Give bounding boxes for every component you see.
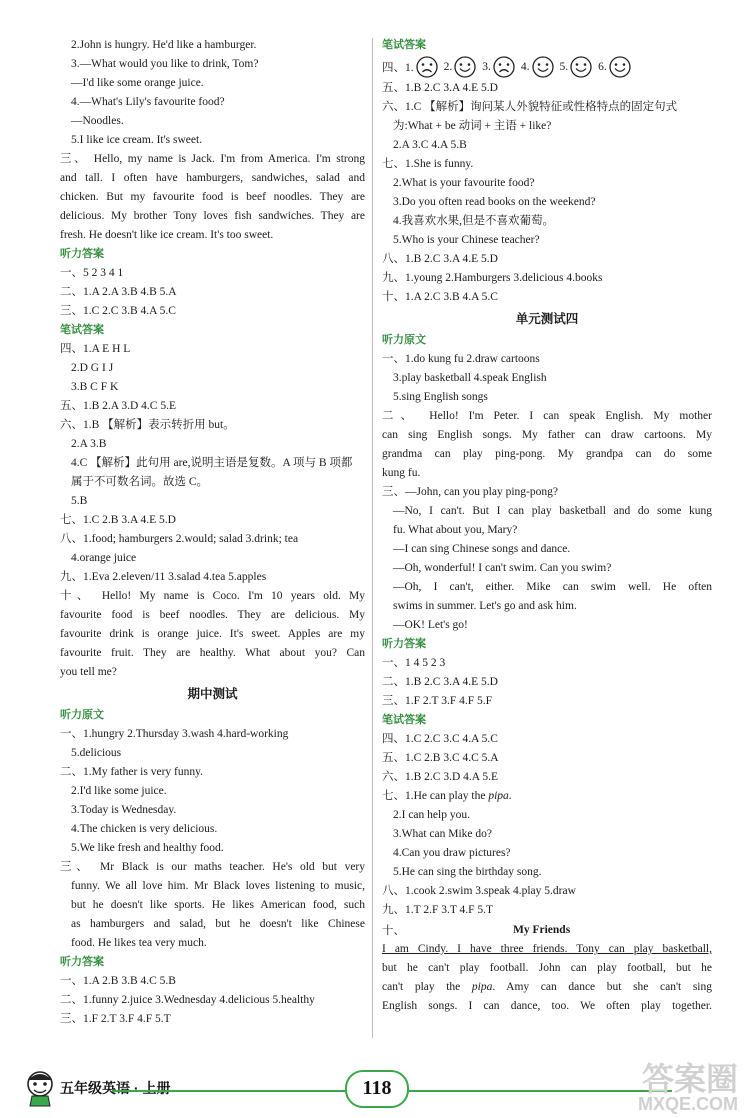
answer-line: 一、1.do kung fu 2.draw cartoons xyxy=(382,353,540,365)
answer-line: 5.I like ice cream. It's sweet. xyxy=(71,134,203,146)
answer-line: 四、1.A E H L xyxy=(60,343,131,355)
answer-line: and tall. I often have hamburgers, sandwiches, salad and xyxy=(60,172,365,184)
face-label: 4. xyxy=(520,61,530,73)
face-label: 5. xyxy=(559,61,569,73)
answer-line: 5.delicious xyxy=(71,747,122,759)
face-label: 3. xyxy=(482,61,491,73)
answer-line: 2.What is your favourite food? xyxy=(393,177,535,189)
answer-line: 3.Today is Wednesday. xyxy=(71,804,177,816)
answer-line: 四、1.C 2.C 3.C 4.A 5.C xyxy=(382,733,498,745)
answer-line: 六、1.B 2.C 3.D 4.A 5.E xyxy=(382,771,498,783)
answer-line: 为:What + be 动词 + 主语 + like? xyxy=(393,120,552,132)
watermark-logo: 答案圈 xyxy=(641,1061,738,1097)
answer-line: 二、1.funny 2.juice 3.Wednesday 4.delicious 5.healthy xyxy=(60,994,315,1006)
answer-line: —Oh, wonderful! I can't swim. Can you swim? xyxy=(393,562,612,574)
answer-line: 三、1.F 2.T 3.F 4.F 5.F xyxy=(382,695,493,707)
answer-line: 六、1.C 【解析】询问某人外貌特征或性格特点的固定句式 xyxy=(382,101,678,113)
page-number: 118 xyxy=(345,1070,409,1108)
answer-line: —Noodles. xyxy=(71,115,124,127)
answer-line: 二、1.B 2.C 3.A 4.E 5.D xyxy=(382,676,498,688)
answer-line: 3.play basketball 4.speak English xyxy=(393,372,547,384)
answer-line: 4.The chicken is very delicious. xyxy=(71,823,218,835)
face-answer xyxy=(521,56,554,78)
answer-line: 2.A 3.B xyxy=(71,438,107,450)
answer-line: favourite drink is orange juice. It's sweet. Apples are my xyxy=(60,628,365,640)
answer-line: 十、 Hello! My name is Coco. I'm 10 years old. My xyxy=(60,590,365,602)
answer-line: 4.C 【解析】此句用 are,说明主语是复数。A 项与 B 项都 xyxy=(71,457,353,469)
answer-line: 八、1.cook 2.swim 3.speak 4.play 5.draw xyxy=(382,885,576,897)
answer-line: 4.Can you draw pictures? xyxy=(393,847,511,859)
answer-line: chicken. But my favourite food is beef noodles. They are xyxy=(60,191,365,203)
answer-line: 2.John is hungry. He'd like a hamburger. xyxy=(71,39,257,51)
answer-line: 五、1.B 2.C 3.A 4.E 5.D xyxy=(382,82,498,94)
answer-line: 六、1.B 【解析】表示转折用 but。 xyxy=(60,419,235,431)
answer-line: 5.Who is your Chinese teacher? xyxy=(393,234,540,246)
smiley-face-icon xyxy=(532,56,554,78)
answer-line: 二、1.My father is very funny. xyxy=(60,766,203,778)
section-heading: 听力原文 xyxy=(382,334,426,346)
right-column xyxy=(382,36,712,1016)
section-heading: 听力答案 xyxy=(60,248,104,260)
answer-line: 4.orange juice xyxy=(71,552,137,564)
smiley-face-icon xyxy=(609,56,631,78)
answer-line: grandma can play ping-pong. My grandpa can do some xyxy=(382,448,712,460)
answer-line: 七、1.She is funny. xyxy=(382,158,474,170)
answer-line: can sing English songs. My father can draw cartoons. My xyxy=(382,429,712,441)
answer-line: 3.—What would you like to drink, Tom? xyxy=(71,58,259,70)
faces-prefix: 四、1. xyxy=(382,62,414,74)
face-answer xyxy=(482,56,515,78)
answer-line: funny. We all love him. Mr Black loves listening to music, xyxy=(71,880,365,892)
face-label: 6. xyxy=(598,61,607,73)
face-answer xyxy=(560,56,593,78)
answer-line: 5.B xyxy=(71,495,88,507)
answer-line: swims in summer. Let's go and ask him. xyxy=(393,600,577,612)
answer-line: —OK! Let's go! xyxy=(393,619,468,631)
section-heading: 笔试答案 xyxy=(382,39,426,51)
column-divider xyxy=(372,38,373,1038)
answer-line: 一、5 2 3 4 1 xyxy=(60,267,124,279)
answer-line: —Oh, I can't, either. Mike can swim well. He often xyxy=(393,581,712,593)
answer-line: 属于不可数名词。故选 C。 xyxy=(71,476,209,488)
answer-line: 5.We like fresh and healthy food. xyxy=(71,842,224,854)
smiley-face-icon xyxy=(454,56,476,78)
answer-line: 2.A 3.C 4.A 5.B xyxy=(393,139,467,151)
mascot-icon xyxy=(22,1068,58,1108)
answer-line: 4.我喜欢水果,但是不喜欢葡萄。 xyxy=(393,215,554,227)
face-answer xyxy=(598,56,631,78)
answer-line: 七、1.C 2.B 3.A 4.E 5.D xyxy=(60,514,176,526)
answer-line: food. He likes tea very much. xyxy=(71,937,207,949)
answer-line: favourite fruit. They are healthy. What about you? Can xyxy=(60,647,365,659)
answer-line: 三、1.C 2.C 3.B 4.A 5.C xyxy=(60,305,176,317)
watermark-url: MXQE.COM xyxy=(637,1094,738,1114)
answer-line: 三、 Hello, my name is Jack. I'm from America. I'm strong xyxy=(60,153,365,165)
face-answer xyxy=(444,56,477,78)
sad-face-icon xyxy=(493,56,515,78)
answer-line: 十、1.A 2.C 3.B 4.A 5.C xyxy=(382,291,498,303)
essay-title-row xyxy=(382,920,712,940)
face-answer xyxy=(414,56,438,78)
page-footer xyxy=(0,1060,750,1118)
essay-prefix: 十、 xyxy=(382,925,405,937)
answer-line: 3.What can Mike do? xyxy=(393,828,492,840)
answer-line: fu. What about you, Mary? xyxy=(393,524,518,536)
test-title: 单元测试四 xyxy=(515,312,579,326)
answer-line: English songs. I can dance, too. We often play together. xyxy=(382,1000,712,1012)
answer-line: 3.B C F K xyxy=(71,381,119,393)
section-heading: 听力答案 xyxy=(60,956,104,968)
section-heading: 听力原文 xyxy=(60,709,104,721)
answer-line: 2.I'd like some juice. xyxy=(71,785,167,797)
answer-line: 5.sing English songs xyxy=(393,391,488,403)
answer-line: 一、1.hungry 2.Thursday 3.wash 4.hard-working xyxy=(60,728,289,740)
section-heading: 笔试答案 xyxy=(60,324,104,336)
answer-line: delicious. My brother Tony loves fish sandwiches. They are xyxy=(60,210,365,222)
answer-line: 2.D G I J xyxy=(71,362,114,374)
left-column xyxy=(60,36,365,1029)
sad-face-icon xyxy=(416,56,438,78)
answer-line: 二、 Hello! I'm Peter. I can speak English. My mother xyxy=(382,410,712,422)
book-label: 五年级英语 · 上册 xyxy=(60,1080,171,1096)
answer-line: I am Cindy. I have three friends. Tony can play basketball, xyxy=(382,943,712,955)
answer-line: —No, I can't. But I can play basketball and do some kung xyxy=(393,505,712,517)
section-heading: 笔试答案 xyxy=(382,714,426,726)
answer-line: 二、1.A 2.A 3.B 4.B 5.A xyxy=(60,286,177,298)
answer-line: —I'd like some orange juice. xyxy=(71,77,204,89)
answer-line: 九、1.Eva 2.eleven/11 3.salad 4.tea 5.apples xyxy=(60,571,267,583)
answer-line: fresh. He doesn't like ice cream. It's too sweet. xyxy=(60,229,274,241)
answer-line: you tell me? xyxy=(60,666,117,678)
smiley-face-icon xyxy=(570,56,592,78)
answer-line: 4.—What's Lily's favourite food? xyxy=(71,96,225,108)
answer-line: can't play the pipa. Amy can dance but she can't sing xyxy=(382,981,712,993)
test-title: 期中测试 xyxy=(187,687,238,701)
answer-line: 五、1.C 2.B 3.C 4.C 5.A xyxy=(382,752,499,764)
answer-line: —I can sing Chinese songs and dance. xyxy=(393,543,571,555)
answer-line: 八、1.food; hamburgers 2.would; salad 3.drink; tea xyxy=(60,533,299,545)
answer-line: 七、1.He can play the pipa. xyxy=(382,790,512,802)
answer-line: 一、1.A 2.B 3.B 4.C 5.B xyxy=(60,975,176,987)
answer-line: 三、1.F 2.T 3.F 4.F 5.T xyxy=(60,1013,171,1025)
answer-line: 八、1.B 2.C 3.A 4.E 5.D xyxy=(382,253,498,265)
answer-line: but he can't play football. John can play football, but he xyxy=(382,962,712,974)
answer-line: 5.He can sing the birthday song. xyxy=(393,866,542,878)
answer-line: 九、1.T 2.F 3.T 4.F 5.T xyxy=(382,904,494,916)
answer-line: 三、—John, can you play ping-pong? xyxy=(382,486,558,498)
essay-title: My Friends xyxy=(513,924,571,936)
faces-question-row xyxy=(382,55,712,79)
answer-line: as hamburgers and salad, but he doesn't like Chinese xyxy=(71,918,365,930)
answer-line: 一、1 4 5 2 3 xyxy=(382,657,446,669)
section-heading: 听力答案 xyxy=(382,638,426,650)
answer-line: 五、1.B 2.A 3.D 4.C 5.E xyxy=(60,400,176,412)
answer-line: 九、1.young 2.Hamburgers 3.delicious 4.books xyxy=(382,272,603,284)
answer-line: 3.Do you often read books on the weekend? xyxy=(393,196,596,208)
answer-line: 2.I can help you. xyxy=(393,809,470,821)
face-label: 2. xyxy=(443,61,453,73)
answer-line: 三、 Mr Black is our maths teacher. He's old but very xyxy=(60,861,365,873)
answer-line: but he doesn't like sports. He likes American food, such xyxy=(71,899,365,911)
answer-line: favourite food is beef noodles. They are delicious. My xyxy=(60,609,365,621)
answer-line: kung fu. xyxy=(382,467,421,479)
